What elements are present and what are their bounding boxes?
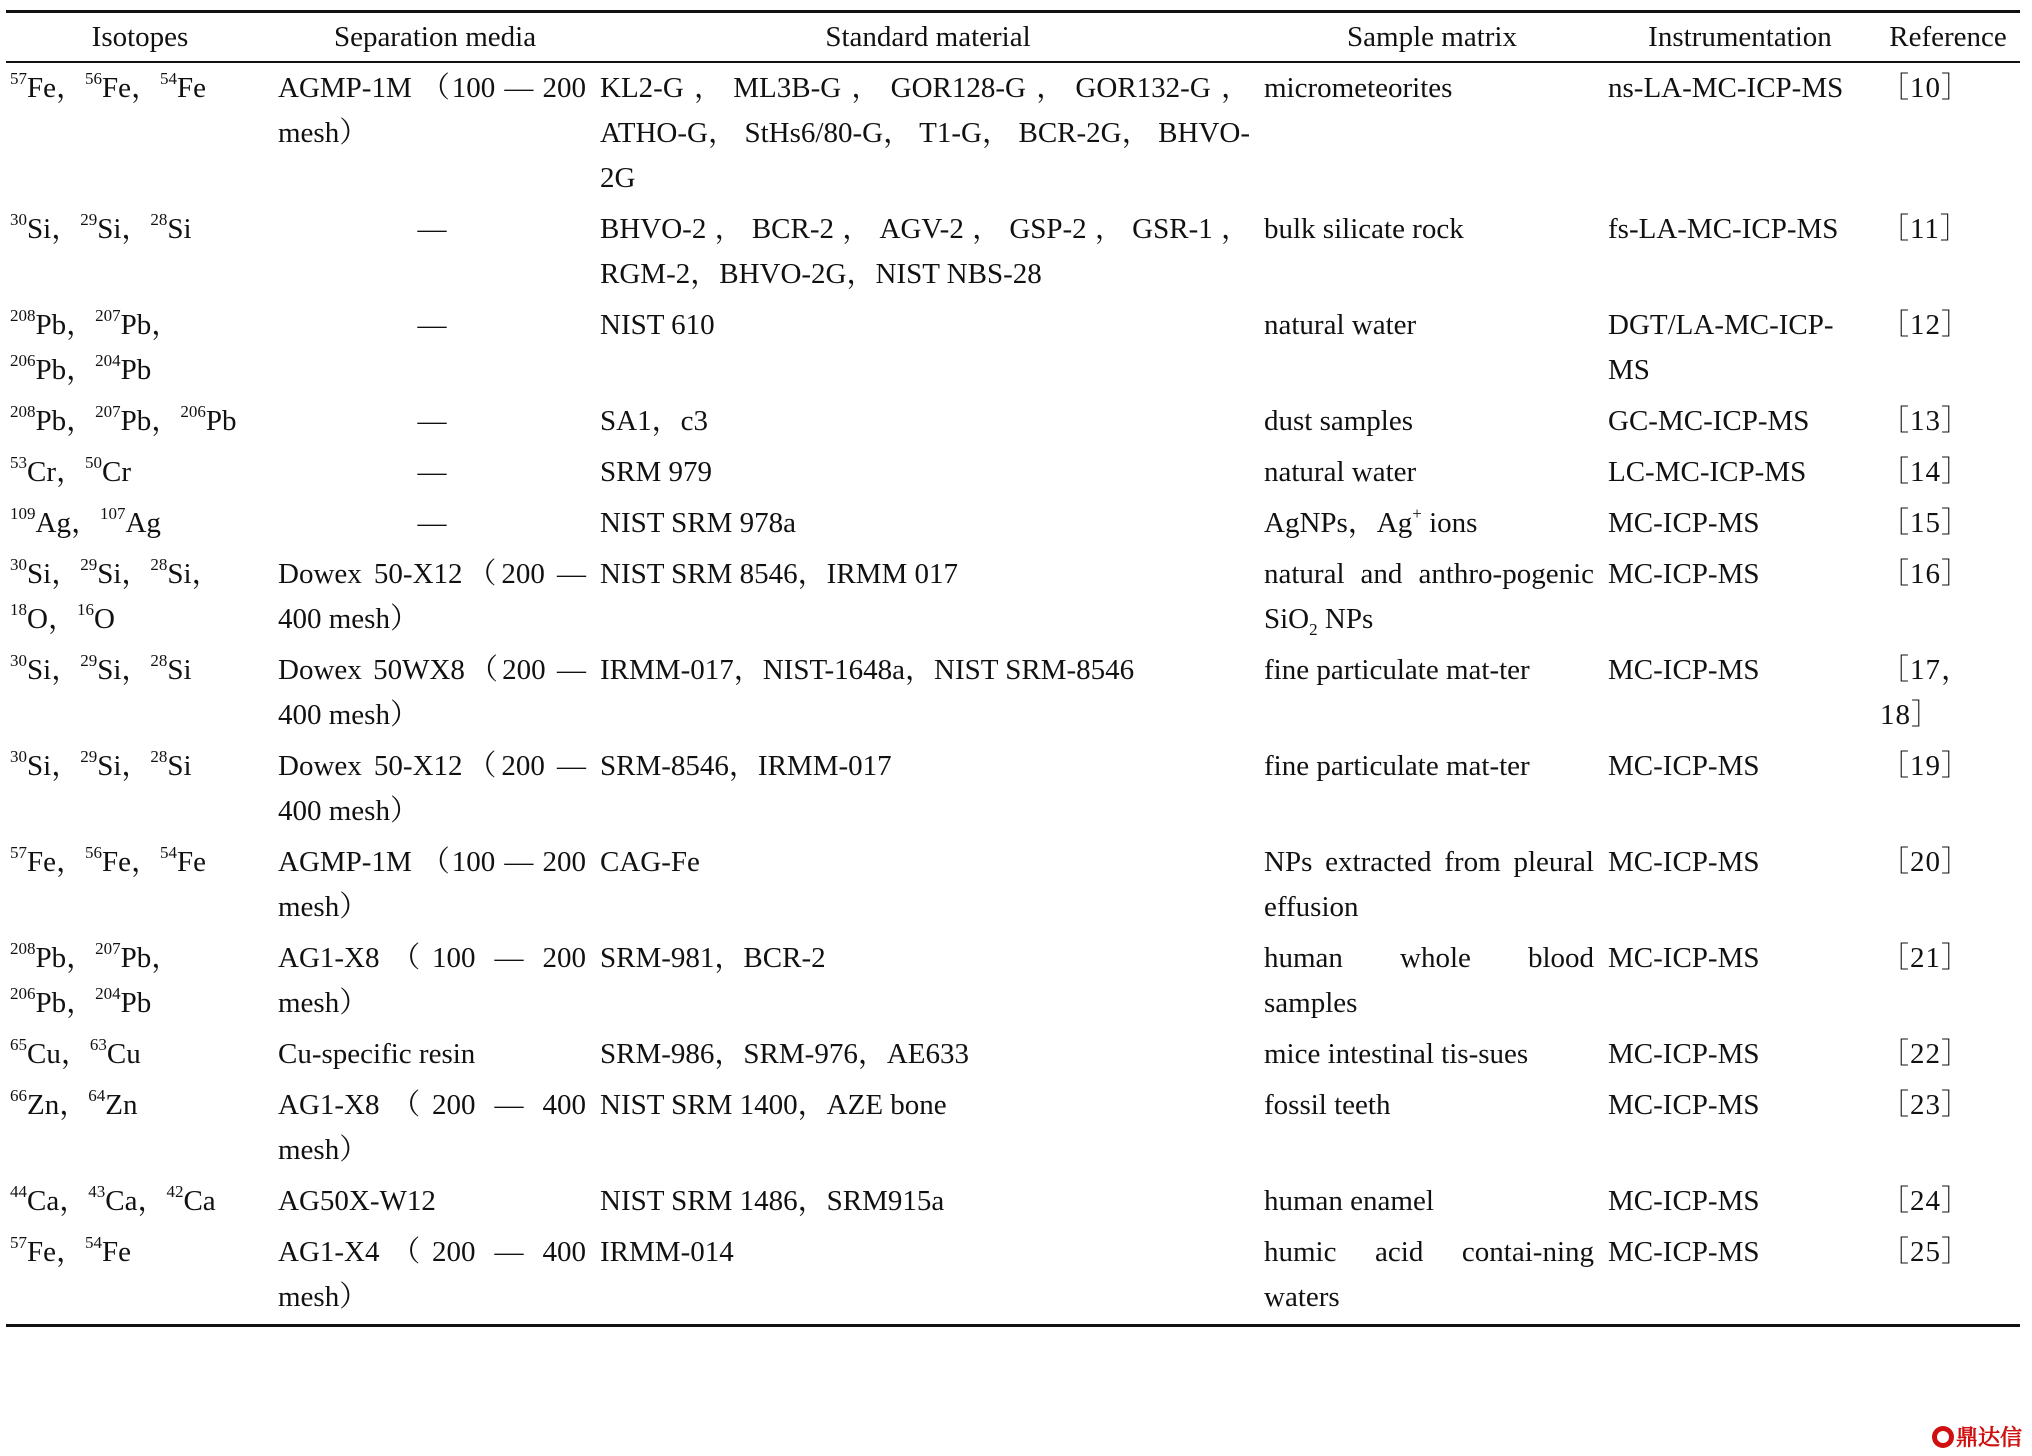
cell-isotopes: $^{30}$Si，$^{29}$Si，$^{28}$Si bbox=[10, 747, 192, 782]
isotope-symbol: Pb bbox=[120, 309, 152, 341]
sample-matrix-text: ions bbox=[1421, 507, 1478, 539]
cell-instrumentation: ns-LA-MC-ICP-MS bbox=[1608, 72, 1844, 104]
cell-sample-matrix: micrometeorites bbox=[1264, 72, 1453, 104]
isotope bbox=[85, 843, 132, 878]
cell-sample-matrix: humic acid contai-ning waters bbox=[1260, 1227, 1604, 1326]
cell-reference: ［15］ bbox=[1880, 507, 1972, 539]
table-row bbox=[6, 1029, 2020, 1080]
table-row bbox=[6, 1080, 2020, 1176]
isotope bbox=[166, 1182, 216, 1217]
table-row bbox=[6, 447, 2020, 498]
cell-sample-matrix bbox=[1260, 498, 1604, 549]
isotope-mass: 206 bbox=[10, 984, 36, 1004]
isotope bbox=[10, 939, 67, 974]
cell-reference: ［13］ bbox=[1880, 405, 1972, 437]
cell-sample-matrix: fine particulate mat-ter bbox=[1264, 750, 1530, 782]
isotope-symbol: Si bbox=[27, 654, 52, 686]
cell-isotopes: $^{208}$Pb，$^{207}$Pb，$^{206}$Pb，$^{204}$Pb bbox=[10, 939, 181, 1019]
cell-reference: ［11］ bbox=[1880, 213, 1970, 245]
cell-reference: ［12］ bbox=[1880, 309, 1972, 341]
isotope-symbol: Si bbox=[97, 750, 122, 782]
isotope-symbol: Cr bbox=[102, 456, 132, 488]
isotope-mass: 207 bbox=[95, 939, 121, 959]
isotope-symbol: Si bbox=[167, 750, 192, 782]
cell-standard-material: IRMM-014 bbox=[596, 1227, 1260, 1326]
isotope bbox=[10, 600, 48, 635]
isotope-mass: 29 bbox=[80, 651, 98, 671]
sample-matrix-text: natural and anthro-pogenic SiO bbox=[1264, 558, 1594, 635]
cell-separation-media: Dowex 50-X12（200 —400 mesh） bbox=[278, 558, 586, 635]
cell-isotopes: $^{30}$Si，$^{29}$Si，$^{28}$Si bbox=[10, 651, 192, 686]
isotope bbox=[10, 351, 67, 386]
cell-reference: ［23］ bbox=[1880, 1089, 1972, 1121]
isotope bbox=[95, 402, 152, 437]
isotope-symbol: Si bbox=[27, 558, 52, 590]
cell-isotopes: $^{30}$Si，$^{29}$Si，$^{28}$Si bbox=[10, 210, 192, 245]
isotope-mass: 28 bbox=[150, 555, 168, 575]
isotope-symbol: Zn bbox=[27, 1089, 60, 1121]
isotope-mass: 28 bbox=[150, 210, 168, 230]
isotope-symbol: Fe bbox=[27, 846, 56, 878]
cell-sample-matrix: human whole blood samples bbox=[1264, 942, 1594, 1019]
cell-separation-media: — bbox=[417, 309, 447, 341]
isotope-mass: 30 bbox=[10, 555, 27, 575]
cell-reference: ［21］ bbox=[1880, 942, 1972, 974]
cell-standard-material: SRM-8546，IRMM-017 bbox=[600, 750, 892, 782]
isotope-mass: 208 bbox=[10, 306, 36, 326]
cell-instrumentation: MC-ICP-MS bbox=[1608, 1185, 1760, 1217]
cell-isotopes: $^{65}$Cu，$^{63}$Cu bbox=[10, 1035, 141, 1070]
table-row bbox=[6, 837, 2020, 933]
isotope bbox=[10, 651, 52, 686]
isotope bbox=[10, 210, 52, 245]
isotope bbox=[10, 747, 52, 782]
isotope bbox=[10, 1035, 61, 1070]
header-separation-media: Separation media bbox=[274, 12, 596, 63]
isotope bbox=[10, 984, 67, 1019]
cell-separation-media: AG50X-W12 bbox=[278, 1185, 436, 1217]
isotope-symbol: Fe bbox=[102, 846, 132, 878]
cell-standard-material: IRMM-017，NIST-1648a，NIST SRM-8546 bbox=[600, 654, 1135, 686]
isotope-symbol: Fe bbox=[102, 72, 132, 104]
isotope bbox=[10, 1182, 60, 1217]
table-row bbox=[6, 1227, 2020, 1326]
isotope bbox=[80, 747, 122, 782]
isotope bbox=[99, 504, 161, 539]
isotope-mass: 204 bbox=[95, 351, 121, 371]
isotope-mass: 107 bbox=[99, 504, 126, 524]
isotope-mass: 54 bbox=[160, 69, 178, 89]
cell-instrumentation: DGT/LA-MC-ICP-MS bbox=[1608, 309, 1834, 386]
isotope-mass: 29 bbox=[80, 210, 98, 230]
cell-separation-media: — bbox=[417, 405, 447, 437]
cell-instrumentation: MC-ICP-MS bbox=[1608, 846, 1760, 878]
isotope bbox=[85, 69, 132, 104]
isotope bbox=[95, 984, 152, 1019]
table-row bbox=[6, 300, 2020, 396]
cell-standard-material: SRM-981，BCR-2 bbox=[600, 942, 826, 974]
cell-reference: ［25］ bbox=[1876, 1227, 2020, 1326]
cell-sample-matrix bbox=[1260, 549, 1604, 645]
cell-sample-matrix: fossil teeth bbox=[1264, 1089, 1391, 1121]
cell-reference: ［24］ bbox=[1880, 1185, 1972, 1217]
isotope-mass: 56 bbox=[85, 843, 103, 863]
cell-separation-media: Dowex 50WX8（200 —400 mesh） bbox=[278, 654, 586, 731]
cell-isotopes: $^{208}$Pb，$^{207}$Pb，$^{206}$Pb，$^{204}$Pb bbox=[10, 306, 181, 386]
cell-standard-material: NIST SRM 978a bbox=[600, 507, 797, 539]
cell-separation-media: — bbox=[417, 507, 447, 539]
isotope-symbol: Si bbox=[97, 213, 122, 245]
cell-instrumentation: MC-ICP-MS bbox=[1608, 507, 1760, 539]
cell-isotopes: $^{57}$Fe，$^{54}$Fe bbox=[6, 1227, 274, 1326]
cell-reference: ［16］ bbox=[1880, 558, 1972, 590]
isotope-symbol: Fe bbox=[27, 1236, 56, 1268]
cell-instrumentation: MC-ICP-MS bbox=[1608, 1038, 1760, 1070]
cell-isotopes: $^{109}$Ag，$^{107}$Ag bbox=[10, 504, 161, 539]
cell-sample-matrix: natural water bbox=[1264, 456, 1417, 488]
isotope-mass: 208 bbox=[10, 402, 36, 422]
isotope bbox=[150, 747, 192, 782]
isotope-symbol: Pb bbox=[35, 942, 67, 974]
cell-sample-matrix: fine particulate mat-ter bbox=[1264, 654, 1530, 686]
isotope-symbol: Ag bbox=[125, 507, 161, 539]
isotope-symbol: Cu bbox=[27, 1038, 61, 1070]
cell-isotopes: $^{30}$Si，$^{29}$Si，$^{28}$Si，$^{18}$O，$^{16}$O bbox=[10, 555, 221, 635]
isotope-mass: 65 bbox=[10, 1035, 27, 1055]
isotope-symbol: Pb bbox=[35, 987, 67, 1019]
isotope-symbol: Pb bbox=[120, 405, 152, 437]
cell-separation-media: AG1-X4（200 — 400 mesh） bbox=[274, 1227, 596, 1326]
isotope-mass: 29 bbox=[80, 747, 98, 767]
charge-superscript: + bbox=[1412, 504, 1422, 524]
isotope-symbol: Pb bbox=[120, 987, 152, 1019]
cell-standard-material: SRM 979 bbox=[600, 456, 713, 488]
isotope bbox=[80, 651, 122, 686]
isotope-symbol: Pb bbox=[120, 354, 152, 386]
isotope bbox=[10, 555, 52, 590]
cell-reference: ［22］ bbox=[1880, 1038, 1972, 1070]
isotope-symbol: Pb bbox=[35, 354, 67, 386]
header-instrumentation: Instrumentation bbox=[1604, 12, 1876, 63]
cell-standard-material: BHVO-2，BCR-2，AGV-2，GSP-2，GSR-1，RGM-2，BHVO-2G，NIST NBS-28 bbox=[600, 213, 1250, 290]
table-row bbox=[6, 62, 2020, 204]
cell-standard-material: SRM-986，SRM-976，AE633 bbox=[600, 1038, 969, 1070]
formula-subscript: 2 bbox=[1309, 619, 1318, 639]
isotope-mass: 66 bbox=[10, 1086, 27, 1106]
cell-instrumentation: MC-ICP-MS bbox=[1608, 942, 1760, 974]
cell-standard-material: NIST SRM 8546，IRMM 017 bbox=[600, 558, 958, 590]
isotope bbox=[80, 210, 122, 245]
isotope bbox=[10, 402, 67, 437]
cell-separation-media: Dowex 50-X12（200 —400 mesh） bbox=[278, 750, 586, 827]
table-row bbox=[6, 498, 2020, 549]
cell-separation-media: AG1-X8（200 — 400 mesh） bbox=[278, 1089, 586, 1166]
cell-sample-matrix: bulk silicate rock bbox=[1264, 213, 1464, 245]
isotope bbox=[160, 69, 207, 104]
table-row bbox=[6, 933, 2020, 1029]
isotope-mass: 57 bbox=[10, 1233, 27, 1253]
cell-reference: ［17，18］ bbox=[1880, 654, 1972, 731]
isotope bbox=[10, 843, 56, 878]
isotope bbox=[150, 555, 192, 590]
cell-instrumentation: fs-LA-MC-ICP-MS bbox=[1608, 213, 1839, 245]
isotope bbox=[10, 1086, 60, 1121]
cell-standard-material: SA1，c3 bbox=[600, 405, 708, 437]
cell-isotopes: $^{57}$Fe，$^{56}$Fe，$^{54}$Fe bbox=[10, 843, 207, 878]
isotope-symbol: Si bbox=[97, 558, 122, 590]
cell-separation-media: AGMP-1M （100 — 200 mesh） bbox=[278, 72, 586, 149]
cell-sample-matrix: dust samples bbox=[1264, 405, 1414, 437]
isotope-mass: 28 bbox=[150, 651, 168, 671]
sample-matrix-text: AgNPs，Ag bbox=[1264, 507, 1413, 539]
isotope bbox=[10, 69, 56, 104]
cell-instrumentation: MC-ICP-MS bbox=[1608, 558, 1760, 590]
cell-instrumentation: MC-ICP-MS bbox=[1608, 1089, 1760, 1121]
isotope-symbol: O bbox=[93, 603, 115, 635]
isotope-symbol: Si bbox=[27, 750, 52, 782]
cell-instrumentation: LC-MC-ICP-MS bbox=[1608, 456, 1807, 488]
watermark-text: 鼎达信 bbox=[1955, 1426, 2022, 1451]
isotope-mass: 50 bbox=[85, 453, 103, 473]
cell-standard-material: NIST SRM 1486，SRM915a bbox=[600, 1185, 945, 1217]
isotope bbox=[80, 555, 122, 590]
isotope-symbol: Si bbox=[167, 654, 192, 686]
watermark bbox=[1932, 1421, 2022, 1452]
isotope bbox=[89, 1035, 141, 1070]
table-row bbox=[6, 645, 2020, 741]
cell-isotopes: $^{66}$Zn，$^{64}$Zn bbox=[10, 1086, 138, 1121]
isotope-mass: 29 bbox=[80, 555, 98, 575]
cell-isotopes: $^{57}$Fe，$^{56}$Fe，$^{54}$Fe bbox=[10, 69, 207, 104]
isotope bbox=[10, 453, 56, 488]
cell-separation-media: AG1-X8（100 — 200 mesh） bbox=[278, 942, 586, 1019]
isotope-symbol: Fe bbox=[27, 72, 56, 104]
isotope-symbol: Zn bbox=[105, 1089, 138, 1121]
cell-standard-material: NIST 610 bbox=[600, 309, 715, 341]
header-standard-material: Standard material bbox=[596, 12, 1260, 63]
cell-sample-matrix: natural water bbox=[1264, 309, 1417, 341]
cell-instrumentation: MC-ICP-MS bbox=[1608, 654, 1760, 686]
isotope bbox=[85, 1233, 132, 1268]
isotope bbox=[150, 210, 192, 245]
isotope-symbol: Ca bbox=[27, 1185, 60, 1217]
dingdaxin-logo-icon bbox=[1932, 1426, 1954, 1448]
cell-separation-media: — bbox=[417, 456, 447, 488]
isotope-mass: 42 bbox=[166, 1182, 184, 1202]
header-row bbox=[6, 12, 2020, 63]
cell-isotopes: $^{53}$Cr，$^{50}$Cr bbox=[10, 453, 132, 488]
table-row bbox=[6, 549, 2020, 645]
cell-separation-media: AGMP-1M （100 — 200 mesh） bbox=[278, 846, 586, 923]
isotope-mass: 57 bbox=[10, 69, 27, 89]
isotope-symbol: Pb bbox=[35, 405, 67, 437]
cell-sample-matrix: mice intestinal tis-sues bbox=[1264, 1038, 1529, 1070]
cell-reference: ［20］ bbox=[1880, 846, 1972, 878]
isotope bbox=[85, 453, 132, 488]
isotope-symbol: Si bbox=[97, 654, 122, 686]
isotope-mass: 208 bbox=[10, 939, 36, 959]
cell-instrumentation: MC-ICP-MS bbox=[1608, 750, 1760, 782]
isotope-mass: 204 bbox=[95, 984, 121, 1004]
isotope-symbol: Si bbox=[167, 213, 192, 245]
isotope-mass: 16 bbox=[76, 600, 94, 620]
isotope bbox=[95, 939, 152, 974]
isotope bbox=[10, 504, 71, 539]
header-isotopes: Isotopes bbox=[6, 12, 274, 63]
isotope bbox=[76, 600, 115, 635]
cell-standard-material: CAG-Fe bbox=[600, 846, 700, 878]
isotope-mass: 44 bbox=[10, 1182, 27, 1202]
isotope-mass: 206 bbox=[180, 402, 206, 422]
isotope-mass: 56 bbox=[85, 69, 103, 89]
cell-reference: ［19］ bbox=[1880, 750, 1972, 782]
isotope-symbol: Ag bbox=[35, 507, 71, 539]
cell-separation-media: — bbox=[417, 213, 447, 245]
isotope bbox=[10, 1233, 56, 1268]
isotope-mass: 30 bbox=[10, 747, 27, 767]
table-row bbox=[6, 1176, 2020, 1227]
cell-standard-material: KL2-G，ML3B-G，GOR128-G，GOR132-G，ATHO-G， StHs6/80-G， T1-G， BCR-2G， BHVO-2G bbox=[600, 72, 1250, 194]
isotope-mass: 206 bbox=[10, 351, 36, 371]
isotope-symbol: Pb bbox=[35, 309, 67, 341]
isotope-symbol: Pb bbox=[120, 942, 152, 974]
isotope bbox=[88, 1086, 138, 1121]
isotope-symbol: Ca bbox=[105, 1185, 138, 1217]
cell-isotopes: $^{208}$Pb，$^{207}$Pb，$^{206}$Pb bbox=[10, 402, 237, 437]
isotope-mass: 64 bbox=[88, 1086, 106, 1106]
cell-instrumentation: MC-ICP-MS bbox=[1604, 1227, 1876, 1326]
header-reference: Reference bbox=[1876, 12, 2020, 63]
isotope-symbol: Cr bbox=[27, 456, 56, 488]
header-sample-matrix: Sample matrix bbox=[1260, 12, 1604, 63]
isotope-symbol: Ca bbox=[183, 1185, 216, 1217]
cell-reference: ［10］ bbox=[1880, 72, 1972, 104]
isotope-mass: 18 bbox=[10, 600, 27, 620]
cell-sample-matrix: human enamel bbox=[1264, 1185, 1434, 1217]
isotope-mass: 30 bbox=[10, 210, 27, 230]
isotope bbox=[160, 843, 207, 878]
isotope bbox=[150, 651, 192, 686]
isotope-mass: 109 bbox=[10, 504, 36, 524]
isotope-symbol: Fe bbox=[177, 846, 207, 878]
isotope bbox=[95, 306, 152, 341]
cell-instrumentation: GC-MC-ICP-MS bbox=[1608, 405, 1810, 437]
isotope bbox=[10, 306, 67, 341]
isotope-mass: 57 bbox=[10, 843, 27, 863]
cell-isotopes: $^{44}$Ca，$^{43}$Ca，$^{42}$Ca bbox=[10, 1182, 216, 1217]
cell-sample-matrix: NPs extracted from pleural effusion bbox=[1264, 846, 1594, 923]
isotope-symbol: Fe bbox=[177, 72, 207, 104]
table-row bbox=[6, 204, 2020, 300]
isotope-mass: 63 bbox=[89, 1035, 107, 1055]
isotope-mass: 30 bbox=[10, 651, 27, 671]
isotope bbox=[95, 351, 152, 386]
isotope-mass: 28 bbox=[150, 747, 168, 767]
cell-reference: ［14］ bbox=[1880, 456, 1972, 488]
isotope-symbol: Si bbox=[27, 213, 52, 245]
table-body bbox=[6, 62, 2020, 1326]
isotope-symbol: Pb bbox=[205, 405, 237, 437]
isotope-symbol: Fe bbox=[102, 1236, 132, 1268]
isotope-symbol: Si bbox=[167, 558, 192, 590]
isotope-mass: 207 bbox=[95, 402, 121, 422]
isotope-mass: 43 bbox=[88, 1182, 106, 1202]
isotope-mass: 207 bbox=[95, 306, 121, 326]
isotope bbox=[88, 1182, 138, 1217]
isotope-mass: 53 bbox=[10, 453, 27, 473]
table-row bbox=[6, 396, 2020, 447]
table-row bbox=[6, 741, 2020, 837]
isotope-symbol: Cu bbox=[106, 1038, 141, 1070]
cell-standard-material: NIST SRM 1400，AZE bone bbox=[600, 1089, 947, 1121]
sample-matrix-text: NPs bbox=[1317, 603, 1374, 635]
isotope-mass: 54 bbox=[85, 1233, 103, 1253]
isotope-mass: 54 bbox=[160, 843, 178, 863]
isotope bbox=[180, 402, 237, 437]
isotope-methods-table bbox=[6, 10, 2020, 1327]
isotope-symbol: O bbox=[27, 603, 48, 635]
cell-separation-media: Cu-specific resin bbox=[278, 1038, 476, 1070]
